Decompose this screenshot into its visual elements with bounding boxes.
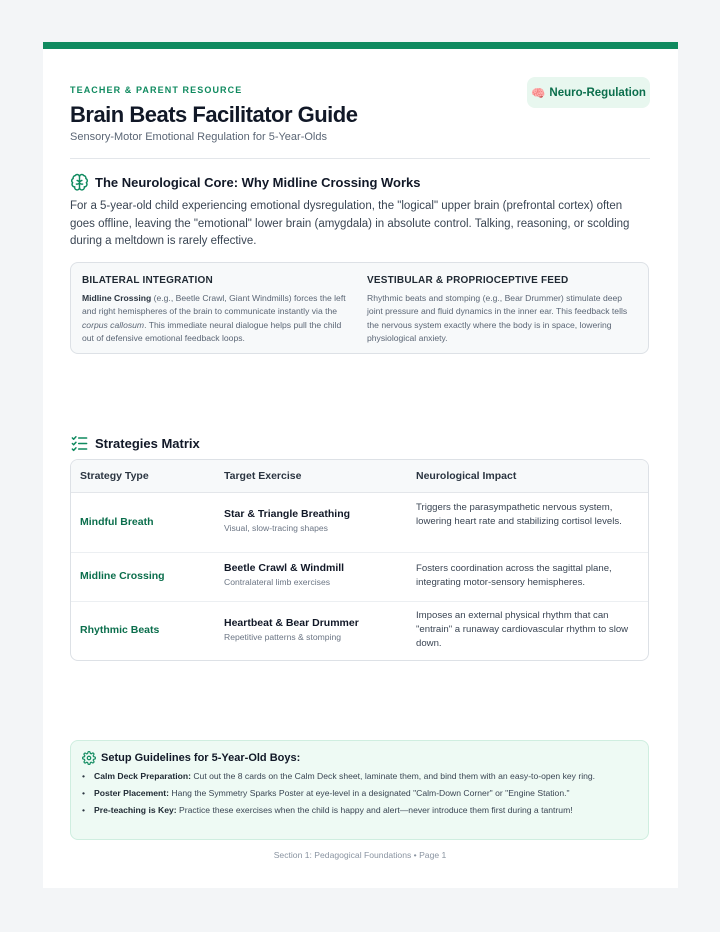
setup-item-lead: Poster Placement: [94, 788, 169, 798]
vestibular-title: VESTIBULAR & PROPRIOCEPTIVE FEED [367, 275, 569, 286]
bilateral-lead: Midline Crossing [82, 293, 152, 303]
neuro-regulation-badge [527, 77, 650, 108]
eyebrow-label: TEACHER & PARENT RESOURCE [70, 85, 243, 95]
setup-item-text: Cut out the 8 cards on the Calm Deck sheet, laminate them, and bind them with an easy-to-open key ring. [190, 771, 596, 781]
exercise-title: Star & Triangle Breathing [224, 508, 351, 520]
impact-cell: Fosters coordination across the sagittal plane, integrating motor-sensory hemispheres. [416, 563, 612, 588]
impact-cell: Imposes an external physical rhythm that can "entrain" a runaway cardiovascular rhythm to slow down. [416, 610, 629, 649]
bilateral-text [82, 292, 352, 345]
setup-heading [82, 751, 300, 765]
setup-guidelines-box [70, 740, 649, 840]
brain-icon [70, 173, 89, 192]
vestibular-column [367, 275, 637, 345]
strategies-matrix-table [70, 459, 649, 661]
bilateral-text-a: (e.g., Beetle Crawl, Giant Windmills) forces the left and right hemispheres of the brain to communicate instantly via the [82, 293, 346, 317]
page-title: Brain Beats Facilitator Guide [70, 102, 358, 127]
target-exercise-cell [224, 562, 344, 587]
impact-cell: Triggers the parasympathetic nervous system, lowering heart rate and stabilizing cortisol levels. [416, 502, 622, 527]
table-header-row [71, 460, 649, 493]
document-page [43, 42, 678, 888]
setup-heading-text: Setup Guidelines for 5-Year-Old Boys: [101, 752, 301, 764]
list-item [82, 787, 638, 800]
strategy-type-cell: Midline Crossing [80, 570, 165, 582]
vestibular-text: Rhythmic beats and stomping (e.g., Bear Drummer) stimulate deep joint pressure and fluid dynamics in the inner ear. This feedback tells the nervous system exactly where the body is in space, lowering physiological anxiety. [367, 293, 628, 343]
table-row [71, 493, 649, 553]
science-callout-box [70, 262, 649, 354]
page-subtitle: Sensory-Motor Emotional Regulation for 5-Year-Olds [70, 131, 327, 143]
bilateral-text-b: . This immediate neural dialogue helps pull the child out of defensive emotional feedback loops. [82, 319, 342, 343]
col-header-target-exercise: Target Exercise [224, 470, 302, 482]
core-intro-paragraph: For a 5-year-old child experiencing emotional dysregulation, the "logical" upper brain (prefrontal cortex) often goes offline, leaving the "emotional" lower brain (amygdala) in absolute control. Talking, reasoning, or scolding during a meltdown is rarely effective. [70, 200, 630, 247]
setup-item-lead: Pre-teaching is Key: [94, 805, 177, 815]
strategy-type-cell: Mindful Breath [80, 516, 154, 528]
core-heading-text: The Neurological Core: Why Midline Crossing Works [95, 175, 421, 190]
accent-top-bar [43, 42, 678, 49]
strategy-type-cell: Rhythmic Beats [80, 624, 160, 636]
target-exercise-cell [224, 617, 359, 642]
matrix-section-heading [70, 434, 200, 453]
setup-list [82, 770, 638, 821]
exercise-title: Beetle Crawl & Windmill [224, 562, 345, 574]
target-exercise-cell [224, 508, 350, 533]
header-divider [70, 158, 650, 159]
setup-item-text: Hang the Symmetry Sparks Poster at eye-level in a designated "Calm-Down Corner" or "Engine Station." [169, 788, 570, 798]
bilateral-title: BILATERAL INTEGRATION [82, 275, 213, 286]
table-row [71, 553, 649, 602]
bilateral-integration-column [82, 275, 352, 345]
exercise-subtitle: Visual, slow-tracing shapes [224, 523, 328, 533]
exercise-subtitle: Repetitive patterns & stomping [224, 632, 342, 642]
checklist-icon [70, 434, 89, 453]
core-section-heading [70, 173, 421, 192]
col-header-strategy-type: Strategy Type [80, 470, 149, 482]
exercise-title: Heartbeat & Bear Drummer [224, 617, 359, 629]
setup-item-lead: Calm Deck Preparation: [94, 771, 191, 781]
exercise-subtitle: Contralateral limb exercises [224, 577, 331, 587]
setup-item-text: Practice these exercises when the child is happy and alert—never introduce them first during a tantrum! [176, 805, 573, 815]
table-row [71, 602, 649, 661]
col-header-neurological-impact: Neurological Impact [416, 470, 517, 482]
brain-emoji-icon: 🧠 [531, 87, 546, 100]
page-footer: Section 1: Pedagogical Foundations • Page 1 [273, 850, 447, 860]
bilateral-emphasis: corpus callosum [82, 319, 145, 330]
list-item [82, 804, 638, 817]
gear-icon [82, 751, 96, 765]
matrix-heading-text: Strategies Matrix [95, 436, 200, 451]
list-item [82, 770, 638, 783]
badge-label: Neuro-Regulation [549, 86, 646, 99]
